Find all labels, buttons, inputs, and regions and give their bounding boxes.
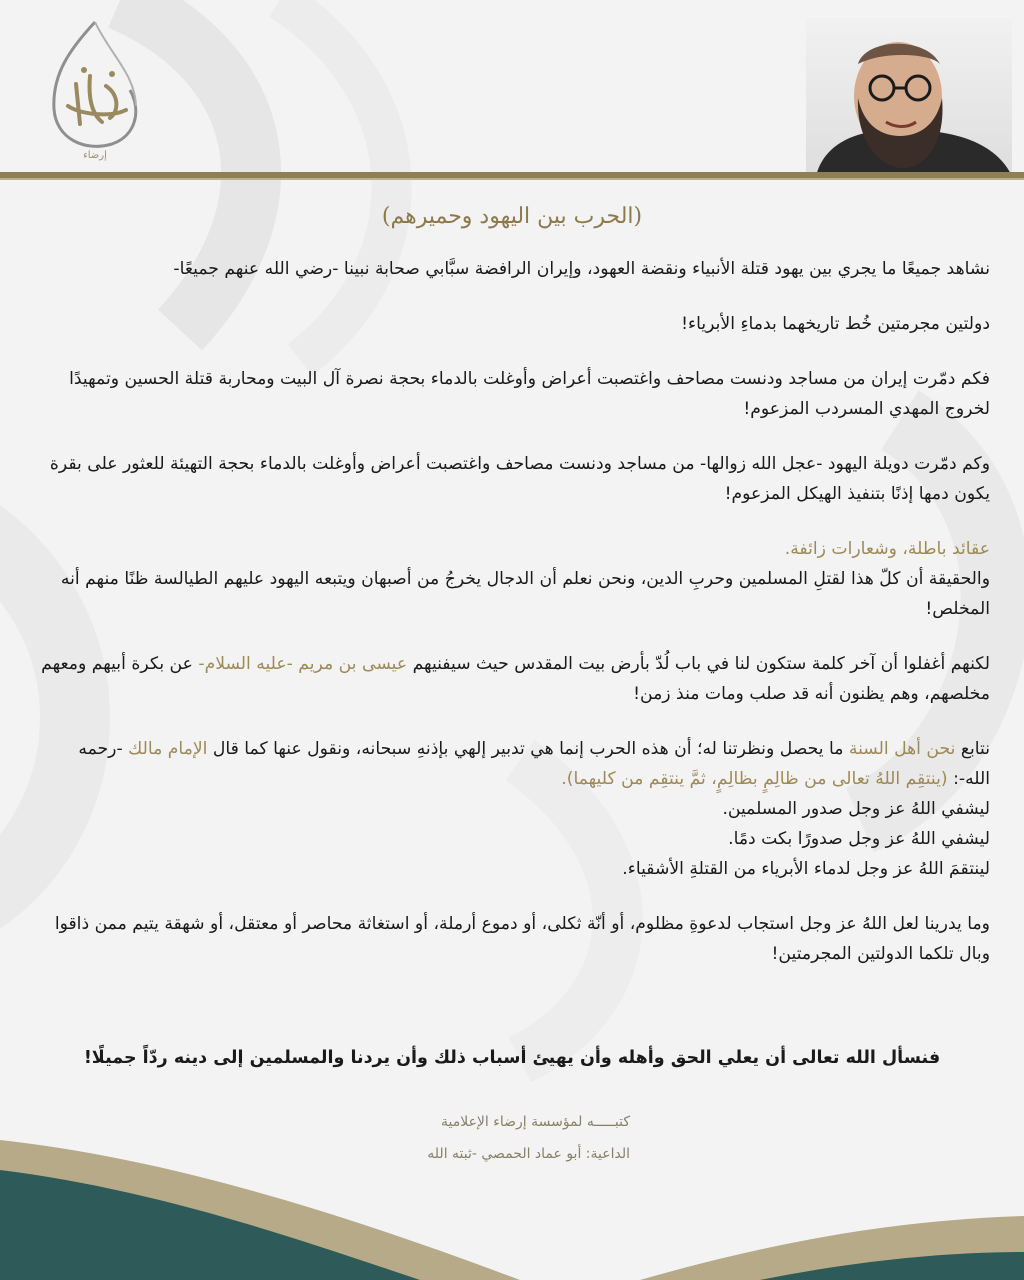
- text-line: ليشفي اللهُ عز وجل صدور المسلمين.: [722, 799, 990, 819]
- article-body: [40, 254, 990, 994]
- paragraph: دولتين مجرمتين خُط تاريخهما بدماءِ الأبرياء!: [681, 314, 990, 334]
- logo-caption: إرضاء: [83, 150, 107, 161]
- logo-icon: [40, 14, 150, 154]
- signature-line: الداعية: أبو عماد الحمصي -ثبته الله: [427, 1146, 630, 1162]
- header-divider: [0, 172, 1024, 182]
- section-block: [40, 534, 990, 624]
- text-span: -رحمه الله-:: [78, 739, 990, 789]
- paragraph: [40, 649, 990, 709]
- text-span: ما يحصل ونظرتنا له؛ أن هذه الحرب إنما هي تدبير إلهي بإذنهِ سبحانه، ونقول عنها كما قال: [212, 739, 844, 759]
- paragraph: فكم دمّرت إيران من مساجد ودنست مصاحف واغتصبت أعراض وأوغلت بالدماء بحجة نصرة آل البيت ومحاربة قتلة الحسين وتمهيدًا لخروج المهدي المسردب المزعوم!: [69, 369, 990, 419]
- text-span: لكنهم أغفلوا أن آخر كلمة ستكون لنا في باب لُدّ بأرض بيت المقدس حيث سيفنيهم: [412, 654, 990, 674]
- highlight-span: نحن أهل السنة: [848, 739, 956, 759]
- portrait-image: [806, 18, 1012, 176]
- paragraph: [40, 734, 990, 884]
- text-line: لينتقمَ اللهُ عز وجل لدماء الأبرياء من القتلةِ الأشقياء.: [622, 859, 990, 879]
- text-line: ليشفي اللهُ عز وجل صدورًا بكت دمًا.: [728, 829, 990, 849]
- signature-line: كتبـــــه لمؤسسة إرضاء الإعلامية: [441, 1114, 630, 1130]
- paragraph: وما يدرينا لعل اللهُ عز وجل استجاب لدعوةِ مظلوم، أو أنّة ثكلى، أو دموع أرملة، أو استغاثة محاصر أو معتقل، أو شهقة يتيم ممن ذاقوا وبال تلكما الدولتين المجرمتين!: [54, 914, 990, 964]
- paragraph-text: والحقيقة أن كلّ هذا لقتلِ المسلمين وحربِ الدين، ونحن نعلم أن الدجال يخرجُ من أصبهان ويتبعه اليهود عليهم الطيالسة ظنًا منهم أنه المخلص!: [60, 569, 990, 619]
- text-span: نتابع: [960, 739, 990, 759]
- footer-decoration: [0, 1130, 1024, 1280]
- highlight-span: الإمام مالك: [128, 739, 208, 759]
- paragraph: نشاهد جميعًا ما يجري بين يهود قتلة الأنبياء ونقضة العهود، وإيران الرافضة سبَّابي صحابة نبينا -رضي الله عنهم جميعًا-: [173, 259, 990, 279]
- paragraph: وكم دمّرت دويلة اليهود -عجل الله زوالها- من مساجد ودنست مصاحف واغتصبت أعراض وأوغلت بالدماء بحجة التهيئة للعثور على بقرة يكون دمها إذنًا بتنفيذ الهيكل المزعوم!: [49, 454, 990, 504]
- section-heading: عقائد باطلة، وشعارات زائفة.: [784, 539, 990, 559]
- highlight-span: عيسى بن مريم -عليه السلام-: [198, 654, 408, 674]
- closing-prayer: فنسأل الله تعالى أن يعلي الحق وأهله وأن يهيئ أسباب ذلك وأن يردنا والمسلمين إلى دينه ردّاً جميلًا!: [83, 1048, 941, 1068]
- text-span: عن بكرة أبيهم ومعهم مخلصهم، وهم يظنون أنه قد صلب ومات منذ زمن!: [41, 654, 990, 704]
- page-title: (الحرب بين اليهود وحميرهم): [381, 204, 643, 229]
- quote-span: (ينتقِم اللهُ تعالى من ظالِمٍ بظالِمٍ، ثمَّ ينتقِم من كليهما).: [561, 769, 948, 789]
- header: [0, 0, 1024, 180]
